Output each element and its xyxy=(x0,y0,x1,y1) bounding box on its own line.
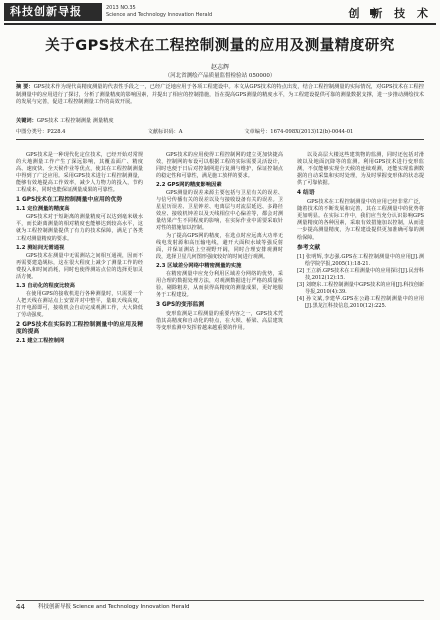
abstract xyxy=(16,84,424,107)
subsection-heading-2-3: 2.3 区域差分网络中精密测量的实施 xyxy=(156,262,242,269)
author-affiliation: （河北省测绘产品质量监督检验站 050000） xyxy=(164,73,276,79)
paragraph-2-2: GPS测量的误差来源主要包括与卫星有关的误差、与信号传播有关的误差以及与接收设备有关的误差。卫星星历误差、卫星钟差、电离层与对流层延迟、多路径效应、接收机钟差以及天线相位中心偏差等，都会对测量结果产生不同程度的影响，在实际作业中需要采取针对性的措施加以控制。 xyxy=(156,190,283,232)
paragraph-1-1: GPS技术对于短距离的测量精度可以达到毫米级水平，而长距离测量的相对精度也能够达到较高水平，这就为工程控制测量提供了有力的技术保障，满足了各类工程对测量精度的要求。 xyxy=(16,214,143,242)
page-number: 44 xyxy=(16,603,25,611)
doc-code-value: A xyxy=(178,129,183,135)
reference-item: [4] 孙文斌,李建华.GPS在公路工程控制测量中的应用[J].黑龙江科技信息,2010(12):225. xyxy=(297,295,424,309)
body-column-2 xyxy=(156,152,283,332)
paragraph-2-1: GPS技术的应用使得工程控制网的建立更加快捷高效，控制网的布设可以根据工程的实际需要灵活设计，同时也便于日后对控制网进行复测与维护，保证控制点的稳定性和可靠性，满足施工放样的要求。 xyxy=(156,152,283,180)
paragraph-1-2: GPS技术在测量中无需测站之间相互通视，因而不再需要建造觇标，这在很大程度上减少了测量工作的经费投入和时间消耗，同时也使得测站点位的选择更加灵活方便。 xyxy=(16,252,143,280)
running-header xyxy=(0,0,440,26)
article-number-label: 文章编号： xyxy=(244,129,271,135)
paragraph-3: 变形监测是工程测量的重要内容之一，GPS技术凭借其高精度和自动化的特点，在大坝、桥梁、高层建筑等变形监测中发挥着越来越重要的作用。 xyxy=(156,310,283,332)
issue-info xyxy=(106,5,212,19)
body-column-3 xyxy=(297,152,424,310)
keywords xyxy=(16,117,424,124)
issue-number: 2013 NO.35 xyxy=(106,5,136,11)
footer-journal-name: 科技创新导报 Science and Technology Innovation Herald xyxy=(38,604,190,610)
abstract-text: GPS技术作为现代高精度测量的代表性手段之一，已经广泛地应用于各项工程建设中。本文从GPS技术的特点出发，结合工程控制测量的实际情况，对GPS技术在工程控制测量中的应用进行了探讨，分析了测量精度的影响因素，并提出了相应的控制措施，旨在提高GPS测量的精度水平，为工程建设提供可靠的测量数据支撑，进一步推动测绘技术的发展与完善，促进工程控制测量工作的高效开展。 xyxy=(16,84,424,106)
paragraph-2-2b: 为了提高GPS网的精度，在选点时应远离大功率无线电发射源和高压输电线，避开大面积水域等强反射面，并保证测站上空视野开阔，同时合理安排观测时段，选择卫星几何图形强度较好的时间进行观测。 xyxy=(156,232,283,260)
clc-value: P228.4 xyxy=(47,129,66,135)
journal-name-badge: 科技创新导报 xyxy=(4,3,102,21)
author-name: 赵志辉 xyxy=(210,64,229,71)
subsection-heading-1-2: 1.2 测站间无需通视 xyxy=(16,244,65,251)
keywords-label: 关键词： xyxy=(16,118,37,124)
section-heading-3: 3 GPS的变形监测 xyxy=(156,301,205,308)
conclusion-paragraph: GPS技术在工程控制测量中的应用已经非常广泛，随着技术的不断发展和完善，其在工程测量中的优势将更加明显。在实际工作中，我们应当充分认识影响GPS测量精度的各种因素，采取有效措施加以控制，从而进一步提高测量精度，为工程建设提供更加准确可靠的测绘保障。 xyxy=(297,199,424,241)
paragraph-1-3: 在使用GPS的接收机进行各种测量时，只需要一个人把天线在测站点上安置并对中整平，量取天线高度，打开电源即可，接收机会自动完成观测工作，大大降低了劳动强度。 xyxy=(16,290,143,318)
intro-paragraph: GPS技术是一种现代化定位技术，已经开始对常规的大地测量工作产生了深远影响，其覆盖面广、精度高、速度快、全天候作业等优点，使其在工程控制测量中得到了广泛应用。采用GPS技术进行工程控制测量，能够有效地提高工作效率，减少人力物力的投入，节约工程成本，同时也能保证测量成果的可靠性。 xyxy=(16,152,143,194)
journal-english-name: Science and Technology Innovation Herald xyxy=(106,12,213,18)
abstract-top-rule xyxy=(16,81,424,82)
paragraph-2-3: 在精密测量中应充分利用区域差分网络的优势，采用合理的数据处理方法，对观测数据进行严格的质量检验，剔除粗差，从而获得高精度的测量成果，更好地服务于工程建设。 xyxy=(156,270,283,298)
page-footer xyxy=(16,600,424,613)
abstract-bottom-rule xyxy=(16,139,424,140)
abstract-label: 摘 要： xyxy=(16,84,34,90)
paragraph-3-cont: 以及高层大楼这些建筑物的监测，同时还包括对滑坡以及地面沉降等的监测。利用GPS技术进行变形监测，不仅能够实现全天候的连续观测，还能实现监测数据的自动采集和实时处理，为及时掌握变形体的状态提供了可靠依据。 xyxy=(297,152,424,187)
article-number-value: 1674-098X(2013)12(b)-0044-01 xyxy=(270,129,354,135)
subsection-heading-2-1: 2.1 建立工程控制网 xyxy=(16,338,65,345)
doc-code-label: 文献标识码： xyxy=(147,129,179,135)
body-column-1 xyxy=(16,152,143,346)
article-title: 关于GPS技术在工程控制测量的应用及测量精度研究 xyxy=(45,38,395,54)
clc-label: 中图分类号： xyxy=(16,129,48,135)
subsection-heading-2-2: 2.2 GPS网的精度影响因素 xyxy=(156,182,222,189)
references-heading: 参考文献 xyxy=(297,244,321,251)
reference-item: [1] 张明辉,李志强.GPS在工程控制测量中的应用[J].测绘学院学报,2005(1):18-21. xyxy=(297,253,424,267)
subsection-heading-1-1: 1.1 定位测量的精度高 xyxy=(16,206,70,213)
subsection-heading-1-3: 1.3 自动化的程度比较高 xyxy=(16,282,75,289)
keywords-text: GPS技术 工程控制测量 测量精度 xyxy=(36,118,114,124)
section-label: 创 新 技 术 xyxy=(348,7,432,20)
reference-item: [2] 王立新.GPS技术在工程测量中的应用探讨[J].民营科技,2012(12):15. xyxy=(297,267,424,281)
section-heading-1: 1 GPS技术在工程控制测量中应用的优势 xyxy=(16,197,123,204)
section-heading-2: 2 GPS技术在实际的工程控制测量中的应用及精度的提高 xyxy=(16,322,143,336)
header-rule xyxy=(4,23,436,25)
section-heading-4: 4 结语 xyxy=(297,190,315,197)
classification-line xyxy=(16,128,424,135)
reference-item: [3] 刘晓东.工程控制测量中GPS技术的应用[J].科技创新导报,2010(4):39. xyxy=(297,281,424,295)
